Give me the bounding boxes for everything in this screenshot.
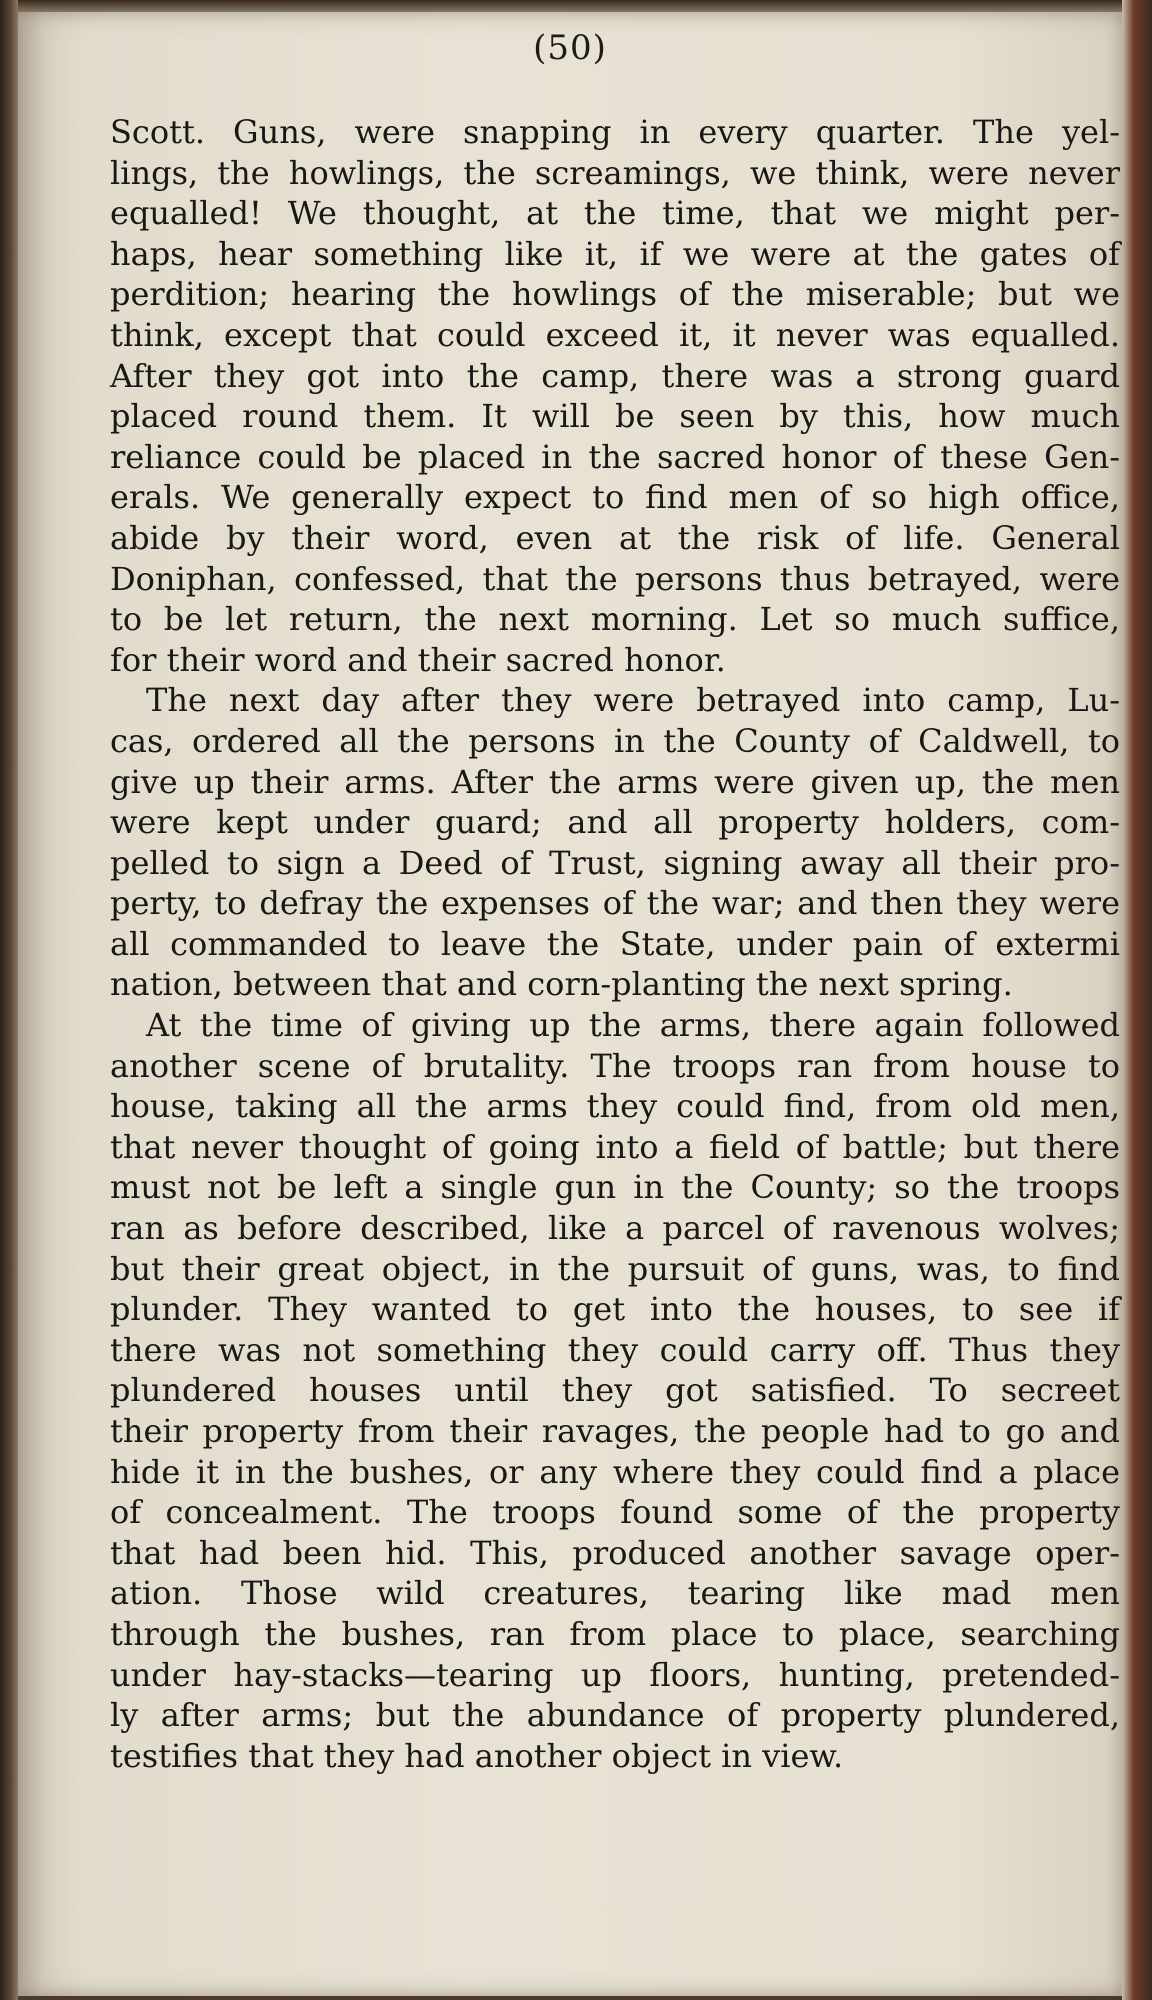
text-line: perty, to defray the expenses of the war; and then they were (110, 884, 1120, 923)
book-fore-edge (1122, 0, 1152, 2000)
text-line: At the time of giving up the arms, there again followed (146, 1006, 1120, 1045)
text-line: under hay-stacks—tearing up floors, hunting, pretended- (110, 1655, 1120, 1694)
text-line: erals. We generally expect to find men of so high office, (110, 478, 1120, 517)
text-line: plunder. They wanted to get into the houses, to see if (110, 1290, 1120, 1329)
text-line: ation. Those wild creatures, tearing like mad men (110, 1574, 1120, 1613)
text-line: ran as before described, like a parcel of ravenous wolves; (110, 1209, 1120, 1248)
text-line: haps, hear something like it, if we were at the gates of (110, 234, 1120, 273)
text-line: ly after arms; but the abundance of property plundered, (110, 1696, 1120, 1735)
text-line: to be let return, the next morning. Let so much suffice, (110, 600, 1120, 639)
book-page (18, 12, 1122, 1996)
text-line: equalled! We thought, at the time, that we might per- (110, 194, 1120, 233)
text-line: testifies that they had another object in view. (110, 1736, 844, 1775)
book-spine (0, 0, 18, 2000)
text-line: through the bushes, ran from place to place, searching (110, 1614, 1120, 1653)
text-line: that never thought of going into a field of battle; but there (110, 1127, 1120, 1166)
text-line: lings, the howlings, the screamings, we think, were never (110, 153, 1120, 192)
text-line: were kept under guard; and all property holders, com- (110, 803, 1120, 842)
text-line: Scott. Guns, were snapping in every quarter. The yel- (110, 113, 1120, 151)
text-line: nation, between that and corn-planting the next spring. (110, 965, 1013, 1004)
text-line: pelled to sign a Deed of Trust, signing away all their pro- (110, 843, 1120, 882)
text-line: The next day after they were betrayed into camp, Lu- (146, 681, 1120, 720)
text-line: house, taking all the arms they could find, from old men, (110, 1087, 1120, 1126)
page-number: (50) (533, 28, 607, 68)
text-line: Doniphan, confessed, that the persons thus betrayed, were (110, 559, 1120, 598)
text-line: plundered houses until they got satisfied. To secreet (110, 1371, 1120, 1410)
text-line: for their word and their sacred honor. (110, 640, 726, 679)
text-line: cas, ordered all the persons in the County of Caldwell, to (110, 721, 1120, 760)
text-line: that had been hid. This, produced another savage oper- (110, 1533, 1120, 1572)
text-line: their property from their ravages, the people had to go and (110, 1412, 1120, 1450)
text-line: another scene of brutality. The troops ran from house to (110, 1046, 1120, 1085)
text-line: think, except that could exceed it, it never was equalled. (110, 315, 1120, 354)
text-line: of concealment. The troops found some of the property (110, 1493, 1120, 1532)
text-line: perdition; hearing the howlings of the miserable; but we (110, 275, 1120, 314)
text-line: reliance could be placed in the sacred honor of these Gen- (110, 437, 1120, 476)
text-line: placed round them. It will be seen by this, how much (110, 397, 1120, 436)
page-text (110, 112, 1120, 1776)
text-line: must not be left a single gun in the County; so the troops (110, 1168, 1120, 1207)
text-line: give up their arms. After the arms were given up, the men (110, 762, 1120, 801)
text-line: but their great object, in the pursuit of guns, was, to find (110, 1249, 1120, 1288)
text-line: abide by their word, even at the risk of life. General (110, 518, 1120, 557)
text-line: there was not something they could carry off. Thus they (110, 1330, 1120, 1369)
text-line: After they got into the camp, there was a strong guard (110, 356, 1120, 395)
text-line: all commanded to leave the State, under pain of extermi (110, 924, 1120, 963)
text-line: hide it in the bushes, or any where they could find a place (110, 1452, 1120, 1491)
